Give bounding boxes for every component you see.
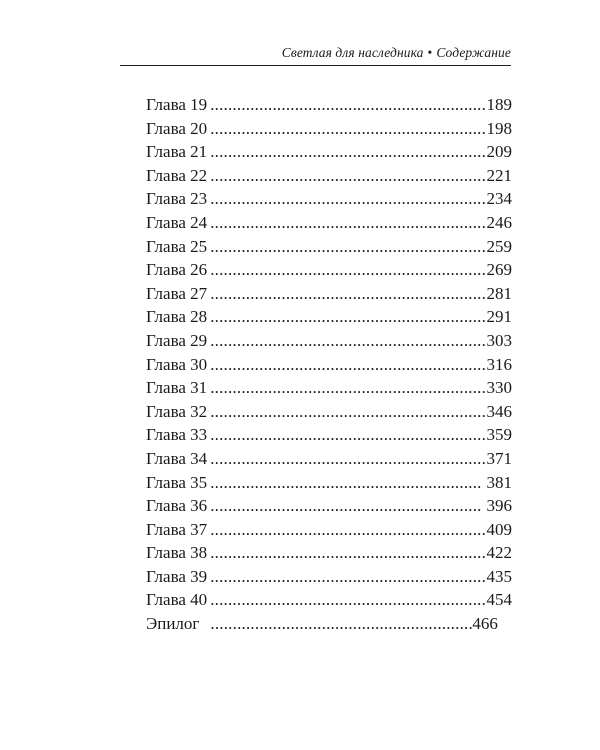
toc-entry-label: Глава 20 <box>146 118 208 138</box>
toc-entry-label: Глава 29 <box>146 330 208 350</box>
dot-leader <box>210 164 486 188</box>
toc-entry-page: 359 <box>486 425 512 445</box>
toc-entry-page: 198 <box>486 118 512 138</box>
toc-entry-label: Глава 37 <box>146 519 208 539</box>
toc-entry-page: 466 <box>472 614 498 634</box>
toc-entry-page: 234 <box>486 189 512 209</box>
toc-entry[interactable] <box>146 353 512 377</box>
toc-entry[interactable] <box>146 423 512 447</box>
toc-entry-page: 381 <box>486 472 512 492</box>
toc-entry-page: 435 <box>486 566 512 586</box>
toc-entry-page: 396 <box>486 496 512 516</box>
toc-entry-label: Глава 39 <box>146 566 208 586</box>
toc-entry-page: 269 <box>486 260 512 280</box>
toc-entry-page: 330 <box>486 378 512 398</box>
toc-entry-label: Глава 31 <box>146 378 208 398</box>
toc-entry[interactable] <box>146 305 512 329</box>
toc-entry-page: 303 <box>486 330 512 350</box>
toc-entry-epilog[interactable] <box>146 612 512 636</box>
toc-entry-page: 409 <box>486 519 512 539</box>
dot-leader <box>210 282 486 306</box>
toc-entry-label: Глава 34 <box>146 448 208 468</box>
toc-entry-label: Глава 19 <box>146 95 208 114</box>
running-header <box>120 45 511 61</box>
dot-leader <box>210 187 486 211</box>
toc-entry[interactable] <box>146 282 512 306</box>
toc-entry-page: 346 <box>486 401 512 421</box>
toc-entry-page: 221 <box>486 165 512 185</box>
toc-entry-label: Глава 28 <box>146 307 208 327</box>
dot-leader <box>210 494 480 518</box>
dot-leader <box>210 376 486 400</box>
toc-entry[interactable] <box>146 93 512 117</box>
toc-entry[interactable] <box>146 211 512 235</box>
toc-entry[interactable] <box>146 117 512 141</box>
toc-entry-page: 454 <box>486 590 512 610</box>
toc-entry[interactable] <box>146 258 512 282</box>
toc-entry-page: 209 <box>486 142 512 162</box>
dot-leader <box>210 541 486 565</box>
dot-leader <box>210 93 486 117</box>
toc-entry[interactable] <box>146 376 512 400</box>
toc-entry-page: 371 <box>486 448 512 468</box>
toc-entry-label: Глава 21 <box>146 142 208 162</box>
table-of-contents <box>146 93 512 636</box>
toc-entry-label: Глава 22 <box>146 165 208 185</box>
toc-entry-label: Глава 38 <box>146 543 208 563</box>
toc-entry[interactable] <box>146 447 512 471</box>
toc-entry[interactable] <box>146 140 512 164</box>
toc-entry-page: 189 <box>486 95 512 114</box>
toc-entry-page: 316 <box>486 354 512 374</box>
dot-leader <box>210 588 486 612</box>
toc-entry-label: Глава 30 <box>146 354 208 374</box>
dot-leader <box>210 565 486 589</box>
dot-leader <box>210 400 486 424</box>
toc-entry-label: Глава 25 <box>146 236 208 256</box>
toc-entry-label: Эпилог <box>146 614 200 634</box>
toc-entry-label: Глава 24 <box>146 212 208 232</box>
dot-leader <box>210 140 486 164</box>
header-separator: • <box>427 45 433 60</box>
toc-entry[interactable] <box>146 565 512 589</box>
toc-entry-label: Глава 40 <box>146 590 208 610</box>
toc-entry[interactable] <box>146 588 512 612</box>
dot-leader <box>210 518 486 542</box>
book-title: Светлая для наследника <box>281 45 424 60</box>
toc-entry[interactable] <box>146 235 512 259</box>
toc-entry-label: Глава 27 <box>146 283 208 303</box>
toc-entry-page: 246 <box>486 212 512 232</box>
dot-leader <box>210 612 472 636</box>
dot-leader <box>210 329 486 353</box>
dot-leader <box>210 423 486 447</box>
toc-entry[interactable] <box>146 329 512 353</box>
toc-entry-label: Глава 23 <box>146 189 208 209</box>
toc-entry-label: Глава 32 <box>146 401 208 421</box>
toc-entry[interactable] <box>146 187 512 211</box>
toc-entry-page: 281 <box>486 283 512 303</box>
toc-entry-label: Глава 35 <box>146 472 208 492</box>
toc-entry-label: Глава 33 <box>146 425 208 445</box>
toc-entry-page: 259 <box>486 236 512 256</box>
toc-entry-page: 422 <box>486 543 512 563</box>
toc-entry[interactable] <box>146 541 512 565</box>
toc-entry[interactable] <box>146 471 512 495</box>
header-rule <box>120 65 511 66</box>
dot-leader <box>210 235 486 259</box>
dot-leader <box>210 471 480 495</box>
toc-entry-label: Глава 36 <box>146 496 208 516</box>
toc-entry[interactable] <box>146 494 512 518</box>
dot-leader <box>210 258 486 282</box>
dot-leader <box>210 353 486 377</box>
toc-entry[interactable] <box>146 518 512 542</box>
toc-entry[interactable] <box>146 400 512 424</box>
toc-entry-label: Глава 26 <box>146 260 208 280</box>
dot-leader <box>210 117 486 141</box>
toc-entry-page: 291 <box>486 307 512 327</box>
toc-entry[interactable] <box>146 164 512 188</box>
dot-leader <box>210 305 486 329</box>
section-title: Содержание <box>436 45 511 60</box>
dot-leader <box>210 447 486 471</box>
dot-leader <box>210 211 486 235</box>
